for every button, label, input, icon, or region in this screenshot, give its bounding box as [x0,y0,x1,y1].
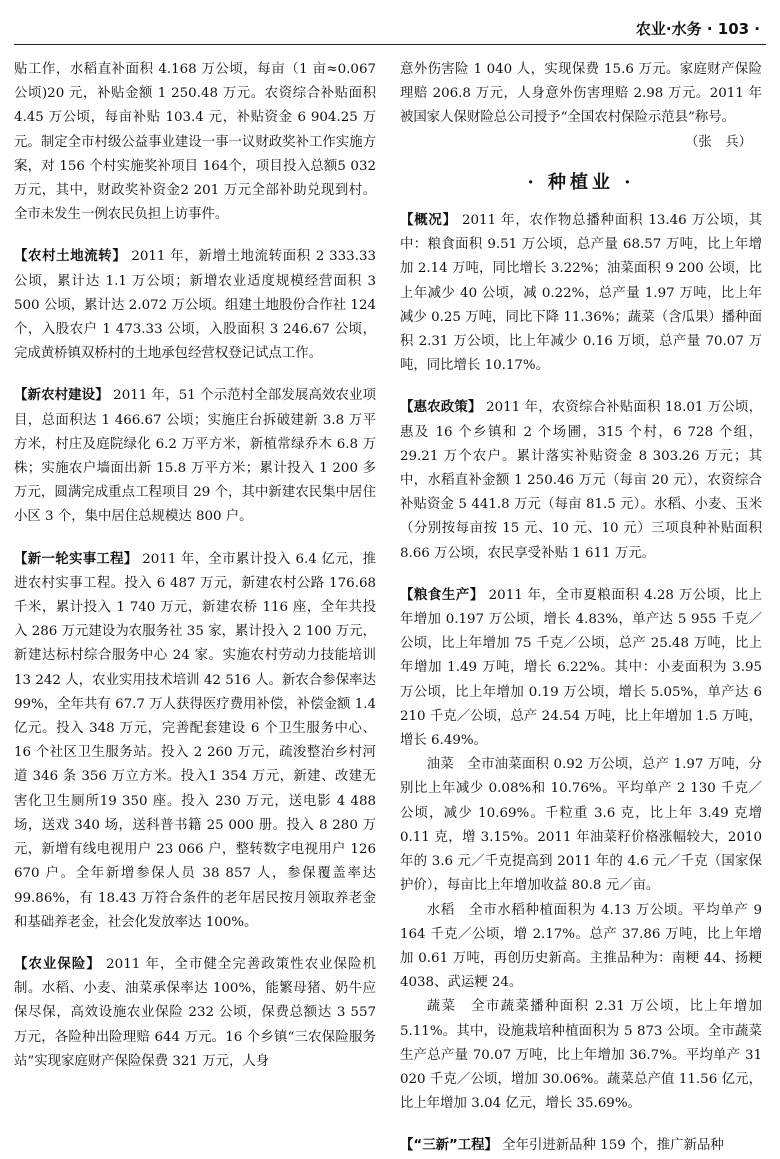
section-three-new [400,1134,762,1158]
section-tag: 【新一轮实事工程】 [14,551,138,567]
continued-paragraph: 意外伤害险 1 040 人，实现保费 15.6 万元。家庭财产保险理赔 206.8 万元，人身意外伤害理赔 2.98 万元。2011 年被国家人保财险总公司授予“全国农村保险示范县”称号。 [400,62,762,126]
page-header [0,0,780,44]
section-agri-insurance [14,953,376,1074]
section-tag: 【惠农政策】 [400,400,482,416]
section-land-transfer [14,245,376,366]
section-text: 2011 年，全市累计投入 6.4 亿元，推进农村实事工程。投入 6 487 万元，新建农村公路 176.68 千米，累计投入 1 740 万元，新建农桥 116 座，全年共投入 286 万元建设为农服务社 35 家，累计投入 2 100 万元，新建达标村综合服务中心 24 家。实施农村劳动力技能培训 13 242 人，农业实用技术培训 42 516 人。新农合参保率达 99%，全年共有 67.7 万人获得医疗费用补偿，补偿金额 1.4 亿元。投入 348 万元，完善配套建设 6 个卫生服务中心、16 个社区卫生服务站。投入 2 260 万元，疏浚整治乡村河道 346 条 356 万立方米。投入1 354 万元，新建、改建无害化卫生厕所19 350 座。投入 230 万元，送电影 4 488 场，送戏 340 场，送科普书籍 25 000 册。投入 8 280 万元，新增有线电视用户 23 066 户，整转数字电视用户 126 670 户。全年新增参保人员 38 857 人，参保覆盖率达 99.86%，有 18.43 万符合条件的老年居民按月领取养老金和基础养老金，社会化发放率达 100%。 [14,551,376,930]
section-text: 2011 年，51 个示范村全部发展高效农业项目，总面积达 1 466.67 公顷；实施庄台拆破建新 3.8 万平方米，村庄及庭院绿化 6.2 万平方米，新植常绿乔木 6.8 万株；实施农户墙面出新 15.8 万平方米；累计投入 1 200 多万元，圆满完成重点工程项目 29 个，其中新建农民集中居住小区 3 个，集中居住总规模达 800 户。 [14,388,376,525]
left-column [14,58,376,1074]
section-farm-policy [400,396,762,565]
paragraph-rice: 水稻 全市水稻种植面积为 4.13 万公顷。平均单产 9 164 千克／公顷，增 2.17%。总产 37.86 万吨，比上年增加 0.61 万吨，再创历史新高。主推品种为：南粳 44、扬粳 4038、武运粳 24。 [400,902,762,991]
section-text: 2011 年，新增土地流转面积 2 333.33 公顷，累计达 1.1 万公顷；新增农业适度规模经营面积 3 500 公顷，累计达 2.072 万公顷。组建土地股份合作社 124 个，入股农户 1 473.33 公顷，入股面积 3 246.67 公顷，完成黄桥镇双桥村的土地承包经营权登记试点工作。 [14,249,376,362]
section-tag: 【农村土地流转】 [14,249,127,265]
section-grain-production [400,584,762,753]
header-rule [14,44,766,45]
running-head: 农业·水务 · 103 · [635,20,760,38]
section-tag: 【新农村建设】 [14,388,109,404]
continued-paragraph: 贴工作，水稻直补面积 4.168 万公顷，每亩（1 亩≈0.067 公顷)20 元，补贴金额 1 250.48 万元。农资综合补贴面积 4.45 万公顷，每亩补贴 103.4 元，补贴资金 6 904.25 万元。制定全市村级公益事业建设一事一议财政奖补工作实施方案，对 156 个村实施奖补项目 164个，项目投入总额5 032 万元，其中，财政奖补资金2 201 万元全部补助兑现到村。全市未发生一例农民负担上访事件。 [14,62,376,223]
paragraph-vegetables: 蔬菜 全市蔬菜播种面积 2.31 万公顷，比上年增加 5.11%。其中，设施栽培种植面积为 5 873 公顷。全市蔬菜生产总产量 70.07 万吨，比上年增加 36.7%。平均单产 31 020 千克／公顷，增加 30.06%。蔬菜总产值 11.56 亿元，比上年增加 3.04 亿元，增长 35.69%。 [400,999,762,1112]
section-tag: 【“三新”工程】 [400,1138,498,1154]
section-practical-projects [14,548,376,935]
section-text: 全年引进新品种 159 个，推广新品种 [502,1138,724,1154]
section-text: 2011 年，全市健全完善政策性农业保险机制。水稻、小麦、油菜承保率达 100%，能繁母猪、奶牛应保尽保，高效设施农业保险 232 公顷，保费总额达 3 557 万元，各险种出险理赔 644 万元。16 个乡镇“三农保险服务站”实现家庭财产保险保费 321 万元，人身 [14,956,376,1069]
paragraph-rapeseed: 油菜 全市油菜面积 0.92 万公顷，总产 1.97 万吨，分别比上年减少 0.08%和 10.76%。平均单产 2 130 千克／公顷，减少 10.69%。千粒重 3.6 克，比上年 3.49 克增 0.11 克，增 3.15%。2011 年油菜籽价格涨幅较大，2010 年的 3.6 元／千克提高到 2011 年的 4.6 元／千克（国家保护价），每亩比上年增加收益 80.8 元／亩。 [400,757,762,894]
section-heading: · 种植业 · [527,171,635,193]
section-text: 2011 年，全市夏粮面积 4.28 万公顷，比上年增加 0.197 万公顷，增长 4.83%，单产达 5 955 千克／公顷，比上年增加 75 千克／公顷，总产 25.48 万吨，比上年增加 1.49 万吨，增长 6.22%。其中：小麦面积为 3.95 万公顷，比上年增加 0.19 万公顷，增长 5.05%，单产达 6 210 千克／公顷，总产 24.54 万吨，比上年增加 1.5 万吨，增长 6.49%。 [400,587,763,749]
section-tag: 【农业保险】 [14,956,101,972]
section-new-village [14,384,376,529]
author-attribution: （张 兵） [685,134,752,150]
section-tag: 【粮食生产】 [400,587,484,603]
section-tag: 【概况】 [400,213,457,229]
section-text: 2011 年，农作物总播种面积 13.46 万公顷，其中：粮食面积 9.51 万公顷，总产量 68.57 万吨，比上年增加 2.14 万吨，同比增长 3.22%；油菜面积 9 200 公顷，比上年减少 40 公顷，减 0.22%，总产量 1.97 万吨，比上年减少 0.25 万吨，同比下降 11.36%；蔬菜（含瓜果）播种面积 2.31 万公顷，比上年减少 0.16 万顷，总产量 70.07 万吨，同比增长 10.17%。 [400,213,762,374]
right-column [400,58,762,1159]
section-text: 2011 年，农资综合补贴面积 18.01 万公顷，惠及 16 个乡镇和 2 个场圃，315 个村，6 728 个组，29.21 万个农户。累计落实补贴资金 8 303.26 万元；其中，水稻直补金额 1 250.46 万元（每亩 20 元），农资综合补贴资金 5 441.8 万元（每亩 81.5 元）。水稻、小麦、玉米（分别按每亩按 15 元、10 元、10 元）三项良种补贴面积 8.66 万公顷，农民享受补贴 1 611 万元。 [400,400,763,561]
section-overview [400,209,762,378]
